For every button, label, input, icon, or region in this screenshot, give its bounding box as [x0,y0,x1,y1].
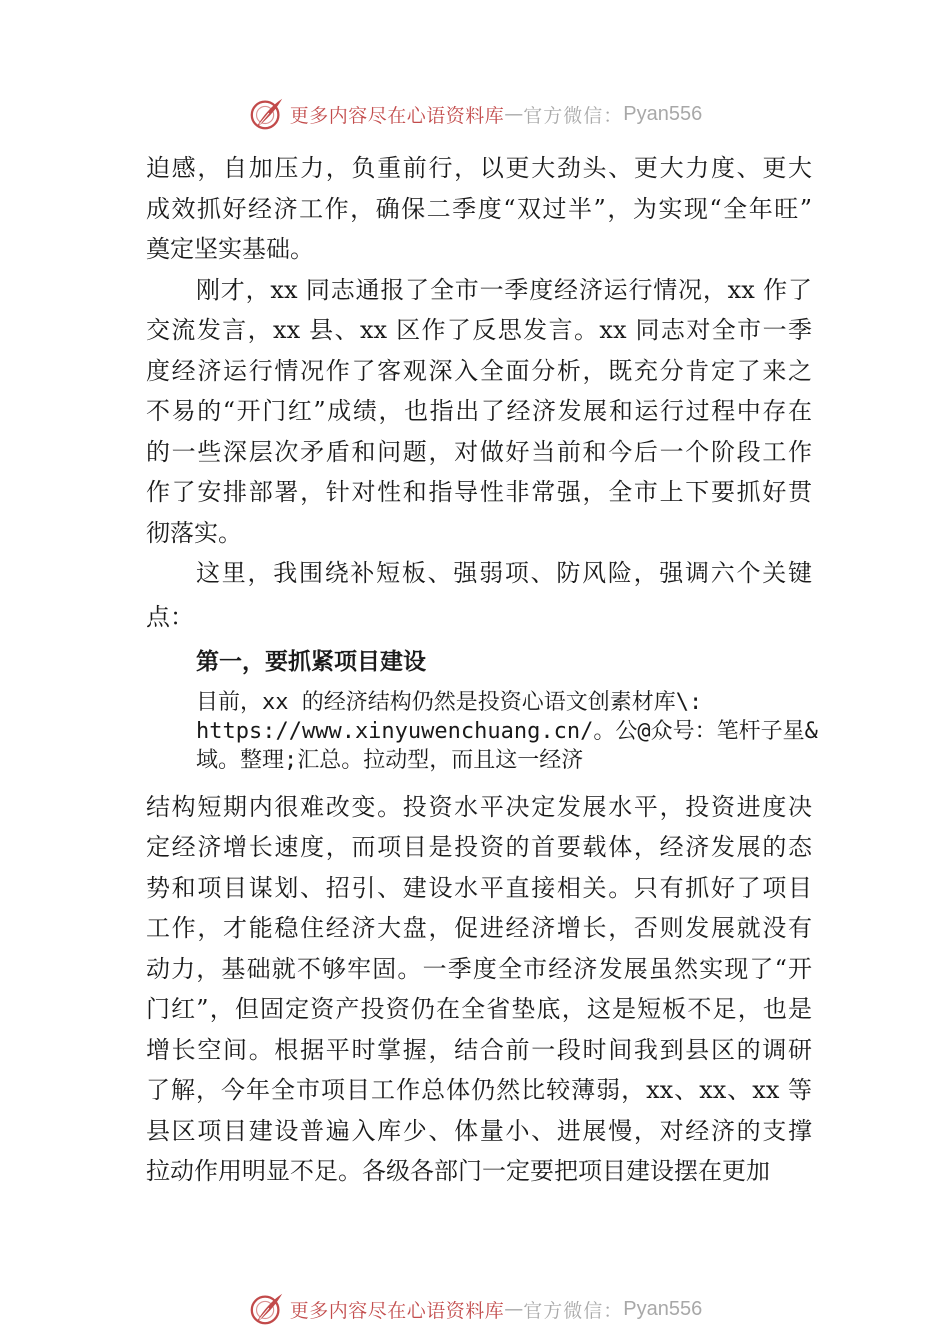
text-line: 门红”，但固定资产投资仍在全省垫底，这是短板不足，也是 [146,995,812,1023]
paragraph-1 [146,148,812,270]
watermark-inserted-text [196,688,818,775]
header-banner [0,92,950,136]
text-line: 增长空间。根据平时掌握，结合前一段时间我到县区的调研 [146,1035,812,1064]
text-line: 交流发言，xx 县、xx 区作了反思发言。xx 同志对全市一季 [146,316,812,344]
text-line: 结构短期内很难改变。投资水平决定发展水平，投资进度决 [146,792,812,821]
text-line: 不易的“开门红”成绩，也指出了经济发展和运行过程中存在 [146,397,812,425]
banner-separator: — [504,1298,524,1320]
text-line: 拉动作用明显不足。各级各部门一定要把项目建设摆在更加 [146,1157,770,1185]
text-line: 度经济运行情况作了客观深入全面分析，既充分肯定了来之 [146,356,812,385]
paragraph-4 [146,787,812,1192]
text-line: 工作，才能稳住经济大盘，促进经济增长，否则发展就没有 [146,914,812,942]
text-line: 点： [146,602,194,631]
text-line: 迫感，自加压力，负重前行，以更大劲头、更大力度、更大 [146,154,812,182]
text-line: 势和项目谋划、招引、建设水平直接相关。只有抓好了项目 [146,873,812,902]
footer-banner [0,1287,950,1331]
text-line: 县区项目建设普遍入库少、体量小、进展慢，对经济的支撑 [146,1116,812,1145]
text-line: 奠定坚实基础。 [146,235,314,263]
banner-slogan: 更多内容尽在心语资料库 [289,1299,505,1322]
banner-wechat-label: 官方微信： [523,104,624,127]
banner-slogan: 更多内容尽在心语资料库 [289,104,505,127]
text-line: 动力，基础就不够牢固。一季度全市经济发展虽然实现了“开 [146,954,812,983]
document-body [146,148,818,1192]
banner-wechat-label: 官方微信： [523,1299,624,1322]
quill-logo-icon [248,95,286,133]
banner-wechat-id: Pyan556 [623,102,703,125]
text-line: 这里，我围绕补短板、强弱项、防风险，强调六个关键 [196,559,812,587]
section-heading: 第一，要抓紧项目建设 [196,648,426,675]
mono-line: 域。整理;汇总。拉动型，而且这一经济 [196,747,584,773]
paragraph-3 [146,553,812,640]
mono-line: https://www.xinyuwenchuang.cn/。公@众号：笔杆子星& [196,718,818,744]
text-line: 定经济增长速度，而项目是投资的首要载体，经济发展的态 [146,833,812,861]
quill-logo-icon [248,1290,286,1328]
mono-line: 目前，xx 的经济结构仍然是投资心语文创素材库\: [196,689,703,715]
text-line: 彻落实。 [146,518,242,547]
banner-wechat-id: Pyan556 [623,1297,703,1320]
text-line: 成效抓好经济工作，确保二季度“双过半”，为实现“全年旺” [146,194,812,223]
text-line: 作了安排部署，针对性和指导性非常强，全市上下要抓好贯 [146,478,812,506]
paragraph-2 [146,270,812,554]
text-line: 刚才，xx 同志通报了全市一季度经济运行情况，xx 作了 [196,275,812,304]
text-line: 的一些深层次矛盾和问题，对做好当前和今后一个阶段工作 [146,437,812,466]
text-line: 了解，今年全市项目工作总体仍然比较薄弱，xx、xx、xx 等 [146,1076,812,1104]
banner-separator: — [504,103,524,125]
